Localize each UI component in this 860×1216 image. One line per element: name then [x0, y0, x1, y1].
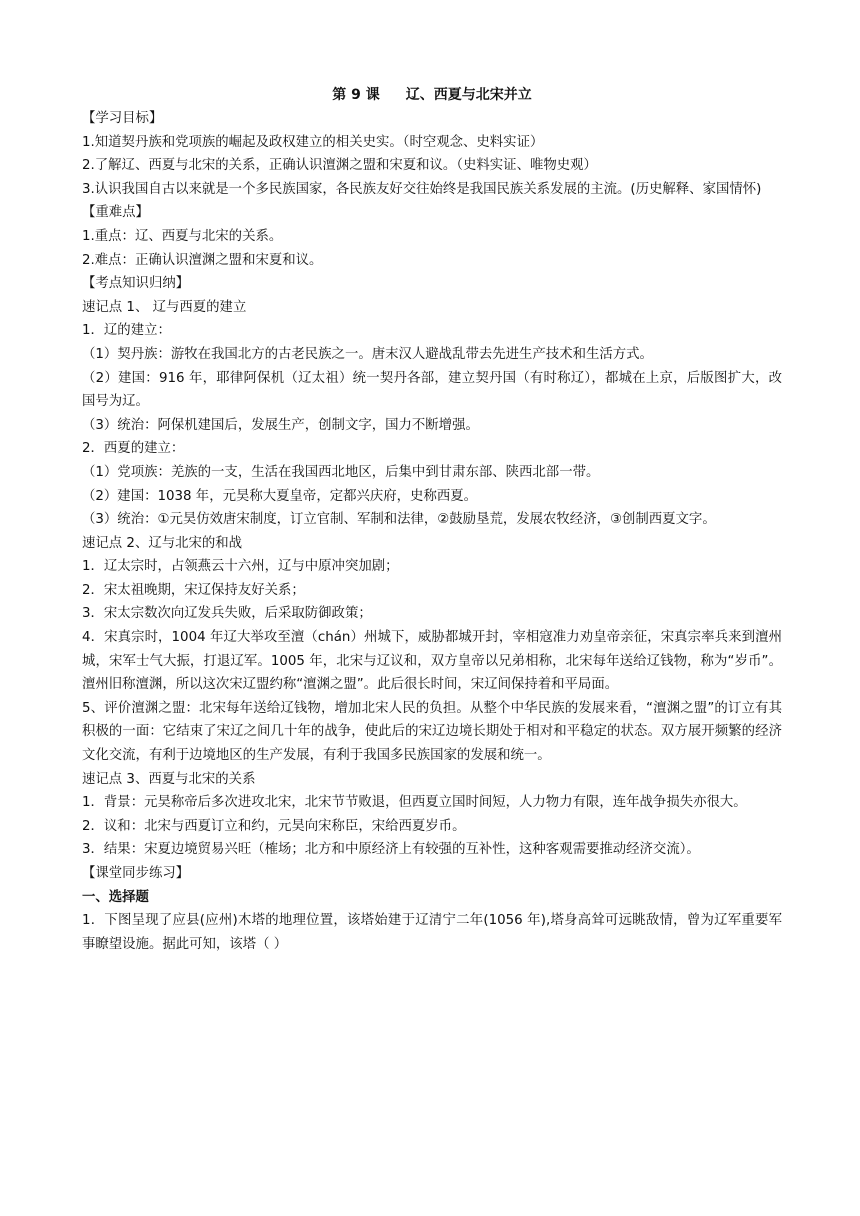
document-page — [82, 84, 782, 1146]
point2-line: 5、评价澶渊之盟：北宋每年送给辽钱物，增加北宋人民的负担。从整个中华民族的发展来看，“澶渊之盟”的订立有其积极的一面：它结束了宋辽之间几十年的战争，使此后的宋辽边境长期处于相对和平稳定的状态。双方展开频繁的经济文化交流，有利于边境地区的生产发展，有利于我国多民族国家的发展和统一。 — [82, 700, 782, 764]
point2-line: 1．辽太宗时，占领燕云十六州，辽与中原冲突加剧； — [82, 559, 399, 575]
point1-line: 2．西夏的建立： — [82, 441, 185, 457]
page-title — [82, 84, 782, 107]
point1-line: （1）党项族：羌族的一支，生活在我国西北地区，后集中到甘肃东部、陕西北部一带。 — [82, 464, 600, 480]
point1-line: （2）建国：916 年，耶律阿保机（辽太祖）统一契丹各部，建立契丹国（有时称辽），都城在上京，后版图扩大，改国号为辽。 — [82, 370, 782, 410]
point3-line: 3．结果：宋夏边境贸易兴旺（榷场；北方和中原经济上有较强的互补性，这种客观需要推动经济交流）。 — [82, 842, 700, 858]
section-choice: 一、选择题 — [82, 889, 149, 905]
key-point: 1.重点：辽、西夏与北宋的关系。 — [82, 228, 283, 244]
point2-line: 3．宋太宗数次向辽发兵失败，后采取防御政策； — [82, 606, 372, 622]
key-heading: 【重难点】 — [82, 205, 149, 221]
figure-placeholder — [82, 956, 782, 1146]
point1-line: （1）契丹族：游牧在我国北方的古老民族之一。唐末汉人避战乱带去先进生产技术和生活方式。 — [82, 346, 653, 362]
lesson-title: 辽、西夏与北宋并立 — [405, 87, 532, 103]
point3-line: 2．议和：北宋与西夏订立和约，元昊向宋称臣，宋给西夏岁币。 — [82, 818, 466, 834]
point2-line: 4．宋真宗时，1004 年辽大举攻至澶（chán）州城下，威胁都城开封，宰相寇准力劝皇帝亲征，宋真宗率兵来到澶州城，宋军士气大振，打退辽军。1005 年，北宋与辽议和，双方皇帝以兄弟相称，北宋每年送给辽钱物，称为“岁币”。澶州旧称澶渊，所以这次宋辽盟约称“澶渊之盟”。此后很长时间，宋辽间保持着和平局面。 — [82, 630, 782, 693]
point1-title: 速记点 1、 辽与西夏的建立 — [82, 299, 247, 315]
goal-item: 3.认识我国自古以来就是一个多民族国家，各民族友好交往始终是我国民族关系发展的主流。(历史解释、家国情怀) — [82, 181, 762, 197]
goal-item: 2.了解辽、西夏与北宋的关系，正确认识澶渊之盟和宋夏和议。（史料实证、唯物史观） — [82, 158, 597, 174]
point1-line: 1．辽的建立： — [82, 323, 171, 339]
goals-heading: 【学习目标】 — [82, 111, 163, 126]
question-1: 1．下图呈现了应县(应州)木塔的地理位置，该塔始建于辽清宁二年(1056 年),塔身高耸可远眺敌情，曾为辽军重要军事瞭望设施。据此可知，该塔（ ） — [82, 913, 782, 952]
point2-title: 速记点 2、辽与北宋的和战 — [82, 535, 243, 551]
point1-line: （3）统治：①元昊仿效唐宋制度，订立官制、军制和法律，②鼓励垦荒，发展农牧经济，③创制西夏文字。 — [82, 512, 716, 528]
point1-line: （2）建国：1038 年，元昊称大夏皇帝，定都兴庆府，史称西夏。 — [82, 488, 478, 504]
lesson-number: 第 9 课 — [332, 87, 380, 103]
point1-line: （3）统治：阿保机建国后，发展生产，创制文字，国力不断增强。 — [82, 417, 479, 433]
point3-title: 速记点 3、西夏与北宋的关系 — [82, 771, 256, 787]
point3-line: 1．背景：元昊称帝后多次进攻北宋，北宋节节败退，但西夏立国时间短，人力物力有限，连年战争损失亦很大。 — [82, 795, 747, 811]
point2-line: 2．宋太祖晚期，宋辽保持友好关系； — [82, 582, 305, 598]
goal-item: 1.知道契丹族和党项族的崛起及政权建立的相关史实。（时空观念、史料实证） — [82, 134, 544, 150]
practice-heading: 【课堂同步练习】 — [82, 866, 190, 881]
knowledge-heading: 【考点知识归纳】 — [82, 276, 190, 292]
key-point: 2.难点：正确认识澶渊之盟和宋夏和议。 — [82, 252, 323, 268]
